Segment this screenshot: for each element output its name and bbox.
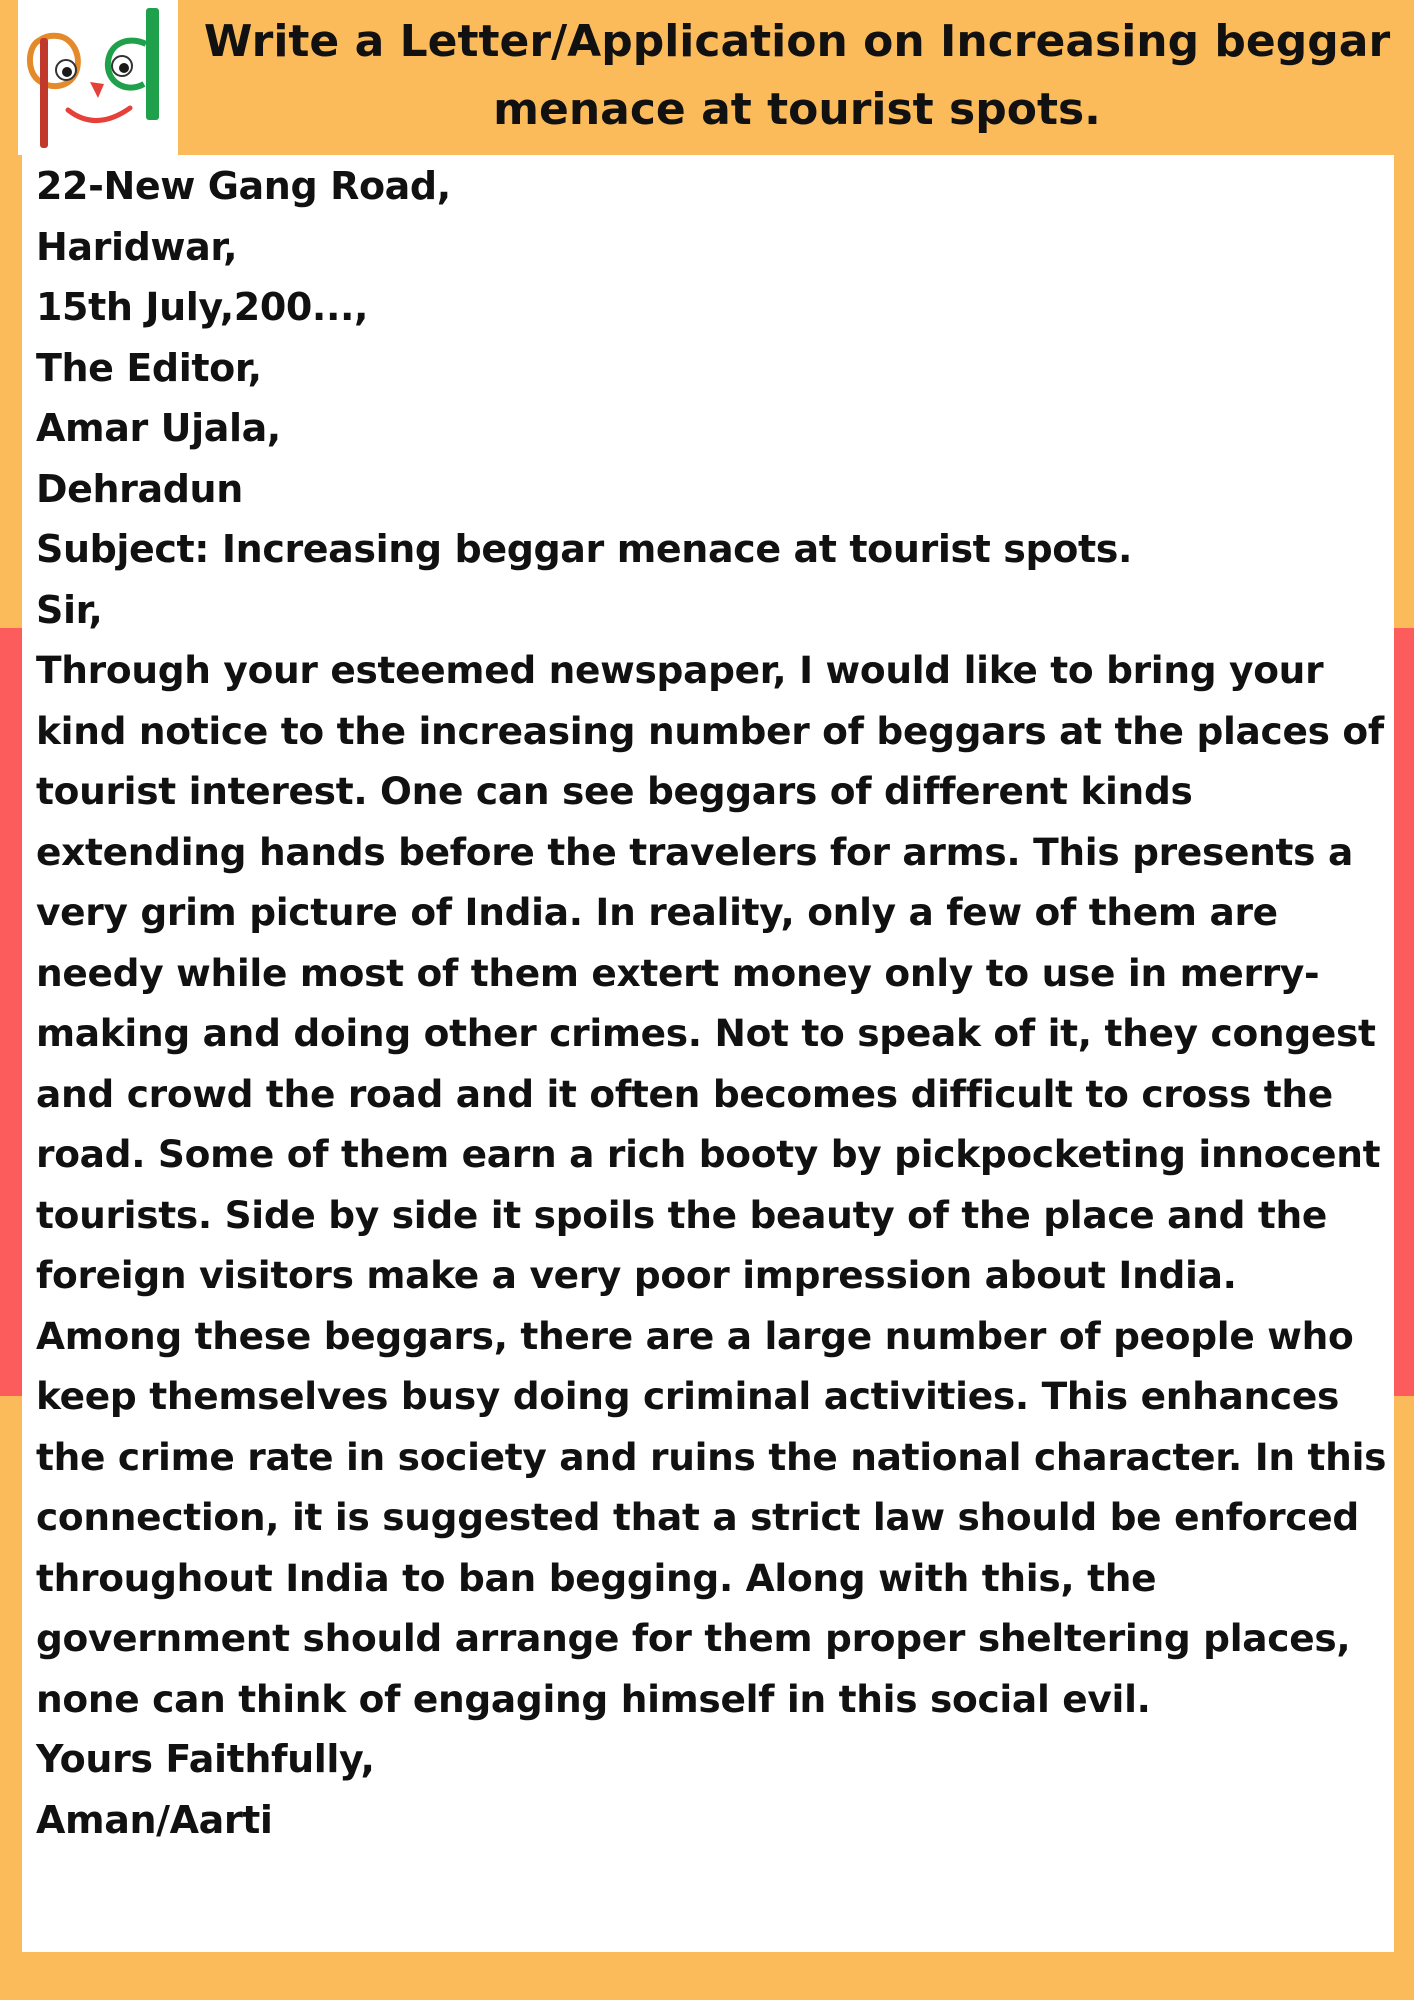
letter-body: Through your esteemed newspaper, I would like to bring your kind notice to the increasing number of beggars at the places of tourist interest. One can see beggars of different kinds extending hands before the travelers for arms. This presents a very grim picture of India. In reality, only a few of them are needy while most of them extert money only to use in merry-making and doing other crimes. Not to speak of it, they congest and crowd the road and it often becomes difficult to cross the road. Some of them earn a rich booty by pickpocketing innocent tourists. Side by side it spoils the beauty of the place and the foreign visitors make a very poor impression about India. Among these beggars, there are a large number of people who keep themselves busy doing criminal activities. This enhances the crime rate in society and ruins the national character. In this connection, it is suggested that a strict law should be enforced throughout India to ban begging. Along with this, the government should arrange for them proper sheltering places, none can think of engaging himself in this social evil. <box>36 648 1387 1721</box>
letter-closing: Yours Faithfully, <box>36 1737 375 1781</box>
logo <box>18 0 178 155</box>
page-header <box>180 0 1414 152</box>
pd-face-logo-icon <box>18 0 178 155</box>
recipient-organisation: Amar Ujala, <box>36 406 281 450</box>
letter-content <box>36 156 1391 1850</box>
letter-salutation: Sir, <box>36 587 103 632</box>
sender-address-line1: 22-New Gang Road, <box>36 164 451 208</box>
page-title: Write a Letter/Application on Increasing beggar menace at tourist spots. <box>203 16 1391 135</box>
letter-subject: Subject: Increasing beggar menace at tourist spots. <box>36 527 1132 571</box>
letter-signature: Aman/Aarti <box>36 1797 273 1842</box>
letter-date: 15th July,200..., <box>36 285 369 329</box>
sender-address-line2: Haridwar, <box>36 224 238 269</box>
recipient-title: The Editor, <box>36 345 262 390</box>
recipient-city: Dehradun <box>36 466 243 511</box>
